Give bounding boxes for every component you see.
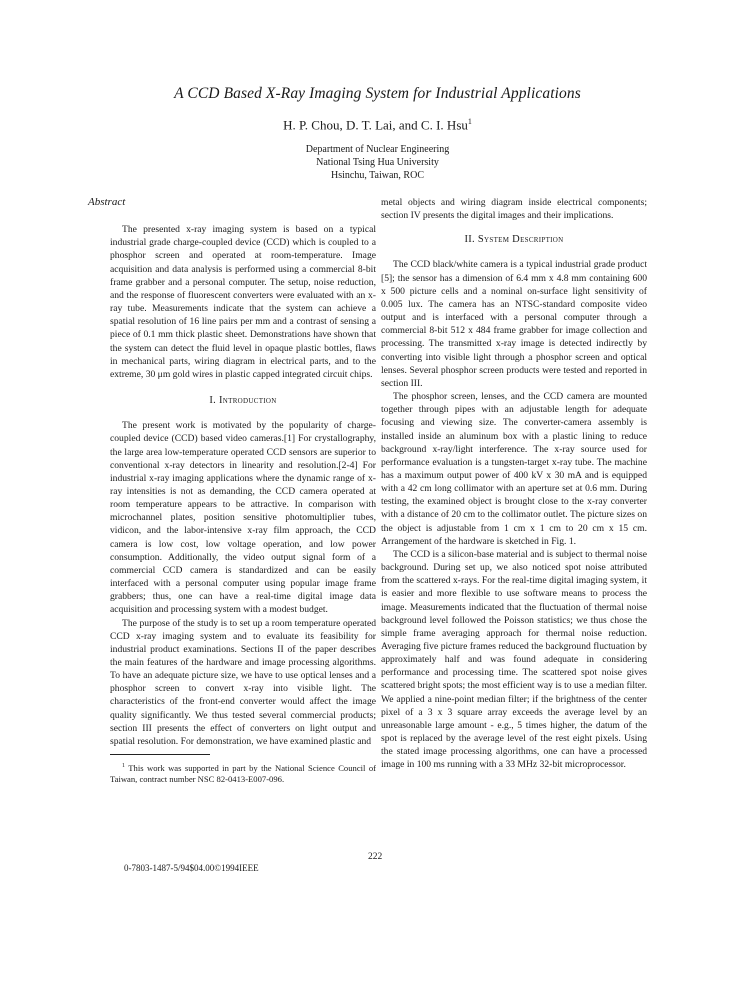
system-paragraph: The CCD is a silicon-base material and is subject to thermal noise background. During set up, we also noticed spot noise attributed from the scattered x-rays. For the real-time digital imaging system, it is easier and more flexible to use software means to process the image. Measurements indicated that the fluctuation of thermal noise background level followed the Poisson statistics; we thus chose the simple frame averaging approach for thermal noise reduction. Averaging five picture frames reduced the background fluctuation by approximately half and was found adequate in considering performance and processing time. The scattered spot noise gives scattered bright spots; the most efficient way is to use a median filter. We applied a nine-point median filter; if the brightness of the center pixel of a 3 x 3 square array exceeds the average level by an unreasonable large amount - e.g., 5 times higher, the datum of the spot is replaced by the average level of the rest eight pixels. Using the stated image processing algorithms, one can have a processed image in 100 ms running with a 33 MHz 32-bit microprocessor. [381,548,647,771]
author-list [0,117,755,133]
affiliation [0,143,755,182]
footnote [110,761,376,786]
intro-paragraph: The purpose of the study is to set up a room temperature operated CCD x-ray imaging system and to evaluate its feasibility for industrial product examinations. Sections II of the paper describes the main features of the hardware and image processing algorithms. To have an adequate picture size, we have to use optical lenses and a phosphor screen to convert x-ray into visible light. The characteristics of the front-end converter would affect the image quality significantly. We thus tested several commercial products; section III presents the effect of converters on light output and spatial resolution. For demonstration, we have examined plastic and [110,617,376,747]
paper-title: A CCD Based X-Ray Imaging System for Industrial Applications [174,85,581,102]
abstract-heading: Abstract [88,196,126,208]
intro-paragraph-continued: metal objects and wiring diagram inside electrical components; section IV presents the digital images and their implications. [381,197,647,222]
left-column [88,196,376,786]
section-heading-introduction: I. Introduction [209,395,277,407]
affiliation-university: National Tsing Hua University [316,157,439,168]
system-paragraph: The CCD black/white camera is a typical industrial grade product [5]; the sensor has a dimension of 6.4 mm x 4.8 mm containing 600 x 500 picture cells and a nominal on-surface light sensitivity of 0.005 lux. The camera has an NTSC-standard composite video output and is interfaced with a personal computer through a commercial 8-bit 512 x 484 frame grabber for image collection and processing. The transmitted x-ray image is detected indirectly by converting into visible light through a phosphor screen and optical lenses. Several phosphor screen products were tested and reported in section III. [381,259,647,389]
author-footnote-mark: 1 [467,117,472,126]
footnote-text: This work was supported in part by the National Science Council of Taiwan, contract number NSC 82-0413-E007-096. [110,762,376,785]
system-paragraph: The phosphor screen, lenses, and the CCD camera are mounted together through pipes with an adjustable length for adequate focusing and viewing size. The converter-camera assembly is installed inside an aluminum box with a plastic lining to reduce background x-ray/light interference. The x-ray source used for performance evaluation is a tungsten-target x-ray tube. The machine has a maximum output power of 400 kV x 30 mA and is equipped with a 42 cm long collimator with an aperture set at 0.6 mm. During testing, the examined object is brought close to the x-ray converter with a distance of 20 cm to the collimator outlet. The picture sizes on the object is adjustable from 1 cm x 1 cm to 20 cm x 15 cm. Arrangement of the hardware is sketched in Fig. 1. [381,391,647,547]
page-number: 222 [368,852,383,862]
footnote-mark: 1 [122,763,125,770]
section-heading-system-description: II. System Description [464,234,564,246]
footnote-divider [110,754,210,755]
authors-text: H. P. Chou, D. T. Lai, and C. I. Hsu [283,117,468,133]
copyright-notice: 0-7803-1487-5/94$04.00©1994IEEE [124,863,259,873]
affiliation-department: Department of Nuclear Engineering [305,144,450,155]
affiliation-location: Hsinchu, Taiwan, ROC [331,170,424,181]
intro-paragraph: The present work is motivated by the popularity of charge-coupled device (CCD) based video cameras.[1] For crystallography, the large area low-temperature operated CCD sensors are superior to conventional x-ray detectors in linearity and resolution.[2-4] For industrial x-ray imaging applications where the dynamic range of x-ray intensities is not as demanding, the CCD camera operated at room temperature appears to be attractive. In comparison with microchannel plates, position sensitive photomultiplier tubes, vidicon, and the labor-intensive x-ray film approach, the CCD camera is low cost, low voltage operation, and low power consumption. Additionally, the video output signal form of a commercial CCD camera is standardized and can be easily interfaced with a personal computer using popular image frame grabbers; thus, one can have a real-time digital image data acquisition and processing system with a modest budget. [110,420,376,616]
abstract-text: The presented x-ray imaging system is based on a typical industrial grade charge-coupled device (CCD) which is coupled to a phosphor screen and operated at room-temperature. Image acquisition and data analysis is performed using a commercial 8-bit frame grabber and a personal computer. The setup, noise reduction, and the response of fluorescent converters were evaluated with an x-ray tube. Measurements indicate that the system can achieve a spatial resolution of 16 line pairs per mm and a contrast of sensing a piece of 0.1 mm thick plastic sheet. Demonstrations have shown that the system can detect the fluid level in opaque plastic bottles, flaws in mechanical parts, wiring diagram in electrical parts, and to the extreme, 30 μm gold wires in plastic capped integrated circuit chips. [110,224,376,380]
right-column [381,196,647,772]
